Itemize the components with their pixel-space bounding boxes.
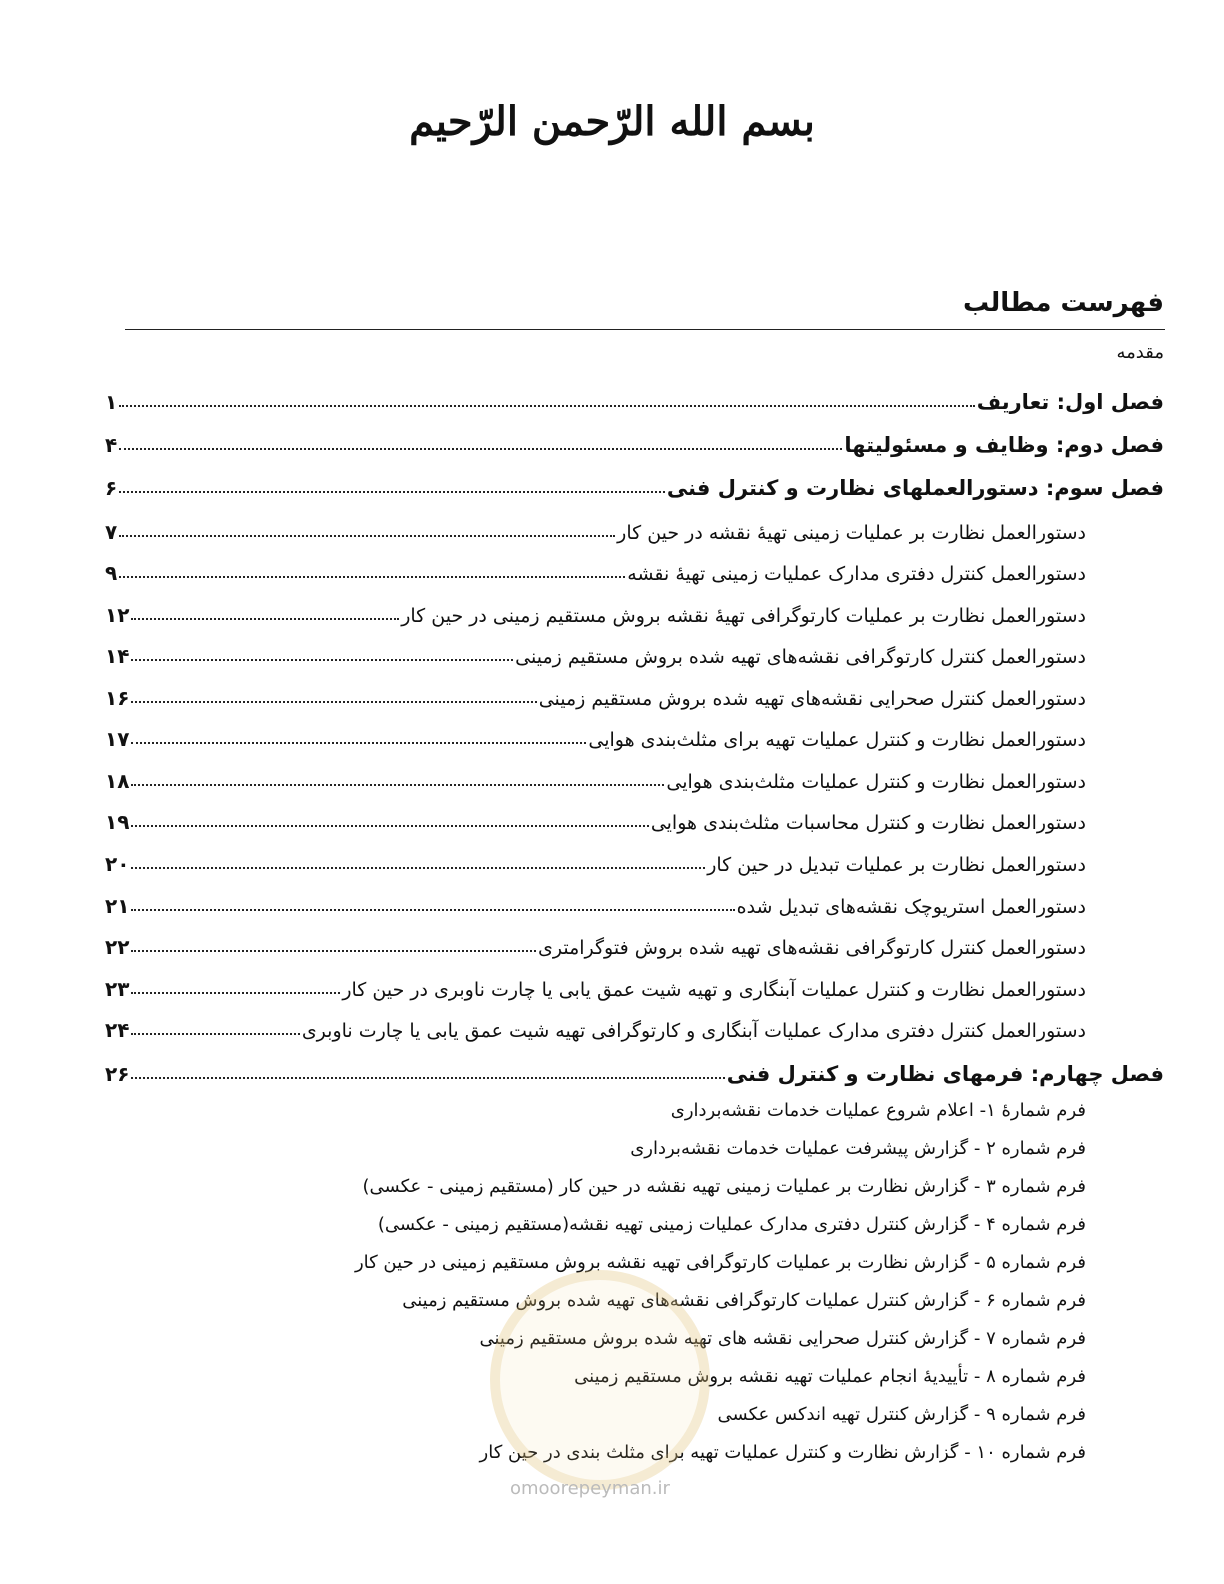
leader-dots bbox=[131, 701, 536, 703]
page-number: ۲۲ bbox=[105, 935, 130, 959]
toc-chapter-1[interactable] bbox=[105, 380, 1164, 414]
subitem-label: دستورالعمل نظارت بر عملیات تبدیل در حین کار bbox=[707, 854, 1086, 876]
form-list-item: فرم شماره ۱۰ - گزارش نظارت و کنترل عملیات تهیه برای مثلث بندی در حین کار bbox=[479, 1442, 1086, 1463]
form-list-item: فرم شماره ۳ - گزارش نظارت بر عملیات زمینی تهیه نقشه در حین کار (مستقیم زمینی - عکسی) bbox=[362, 1176, 1086, 1197]
toc-subitem[interactable] bbox=[105, 676, 1086, 710]
page-number: ۹ bbox=[105, 561, 118, 585]
form-list-item: فرم شماره ۶ - گزارش کنترل عملیات کارتوگرافی نقشه‌های تهیه شده بروش مستقیم زمینی bbox=[402, 1290, 1086, 1311]
chapter-label: فصل سوم: دستورالعملهای نظارت و کنترل فنی bbox=[666, 476, 1164, 500]
form-list-item: فرم شماره ۹ - گزارش کنترل تهیه اندکس عکسی bbox=[717, 1404, 1086, 1425]
toc-subitem[interactable] bbox=[105, 634, 1086, 668]
toc-subitem[interactable] bbox=[105, 593, 1086, 627]
page-number: ۷ bbox=[105, 520, 118, 544]
page-number: ۲۶ bbox=[105, 1062, 130, 1086]
toc-intro: مقدمه bbox=[1116, 342, 1164, 363]
leader-dots bbox=[119, 535, 615, 537]
form-list-item: فرم شماره ۴ - گزارش کنترل دفتری مدارک عملیات زمینی تهیه نقشه(مستقیم زمینی - عکسی) bbox=[377, 1214, 1086, 1235]
form-list-item: فرم شمارهٔ ۱- اعلام شروع عملیات خدمات نقشه‌برداری bbox=[670, 1100, 1086, 1121]
page-number: ۱۴ bbox=[105, 644, 130, 668]
divider bbox=[125, 329, 1165, 330]
leader-dots bbox=[119, 491, 665, 493]
toc-chapter-2[interactable] bbox=[105, 423, 1164, 457]
toc-subitem[interactable] bbox=[105, 717, 1086, 751]
subitem-label: دستورالعمل نظارت و کنترل عملیات آبنگاری و تهیه شیت عمق یابی یا چارت ناوبری در حین کار bbox=[342, 979, 1086, 1001]
subitem-label: دستورالعمل کنترل صحرایی نقشه‌های تهیه شده بروش مستقیم زمینی bbox=[538, 688, 1086, 710]
form-list-item: فرم شماره ۸ - تأییدیهٔ انجام عملیات تهیه نقشه بروش مستقیم زمینی bbox=[574, 1366, 1086, 1387]
leader-dots bbox=[131, 618, 399, 620]
subitem-label: دستورالعمل نظارت و کنترل عملیات تهیه برای مثلث‌بندی هوایی bbox=[588, 729, 1086, 751]
leader-dots bbox=[131, 909, 734, 911]
leader-dots bbox=[119, 448, 842, 450]
page-number: ۱۸ bbox=[105, 769, 130, 793]
leader-dots bbox=[131, 825, 648, 827]
toc-header: فهرست مطالب bbox=[963, 288, 1164, 318]
toc-chapter-4[interactable] bbox=[105, 1052, 1164, 1086]
chapter-label: فصل دوم: وظایف و مسئولیتها bbox=[844, 433, 1164, 457]
leader-dots bbox=[131, 1077, 724, 1079]
toc-subitem[interactable] bbox=[105, 925, 1086, 959]
toc-subitem[interactable] bbox=[105, 551, 1086, 585]
subitem-label: دستورالعمل استریوچک نقشه‌های تبدیل شده bbox=[736, 896, 1086, 918]
page-number: ۱ bbox=[105, 390, 118, 414]
page-number: ۱۶ bbox=[105, 686, 130, 710]
toc-subitem[interactable] bbox=[105, 884, 1086, 918]
leader-dots bbox=[131, 992, 340, 994]
subitem-label: دستورالعمل کنترل کارتوگرافی نقشه‌های تهیه شده بروش فتوگرامتری bbox=[537, 937, 1086, 959]
toc-chapter-3[interactable] bbox=[105, 466, 1164, 500]
leader-dots bbox=[131, 950, 536, 952]
page-number: ۴ bbox=[105, 433, 118, 457]
leader-dots bbox=[131, 742, 586, 744]
subitem-label: دستورالعمل نظارت بر عملیات زمینی تهیهٔ نقشه در حین کار bbox=[617, 522, 1086, 544]
subitem-label: دستورالعمل کنترل دفتری مدارک عملیات آبنگاری و کارتوگرافی تهیه شیت عمق یابی یا چارت ناوبری bbox=[301, 1020, 1086, 1042]
leader-dots bbox=[131, 659, 513, 661]
page-number: ۲۰ bbox=[105, 852, 130, 876]
form-list-item: فرم شماره ۵ - گزارش نظارت بر عملیات کارتوگرافی تهیه نقشه بروش مستقیم زمینی در حین کار bbox=[354, 1252, 1086, 1273]
chapter-label: فصل اول: تعاریف bbox=[976, 390, 1164, 414]
watermark-logo bbox=[490, 1270, 710, 1490]
subitem-label: دستورالعمل نظارت و کنترل محاسبات مثلث‌بندی هوایی bbox=[650, 812, 1086, 834]
leader-dots bbox=[131, 867, 705, 869]
form-list-item: فرم شماره ۲ - گزارش پیشرفت عملیات خدمات نقشه‌برداری bbox=[630, 1138, 1086, 1159]
watermark-text: omoorepeyman.ir bbox=[510, 1478, 670, 1499]
page-number: ۱۹ bbox=[105, 810, 130, 834]
toc-subitem[interactable] bbox=[105, 1008, 1086, 1042]
toc-subitem[interactable] bbox=[105, 800, 1086, 834]
toc-subitem[interactable] bbox=[105, 842, 1086, 876]
page-number: ۱۷ bbox=[105, 727, 130, 751]
subitem-label: دستورالعمل نظارت بر عملیات کارتوگرافی تهیهٔ نقشه بروش مستقیم زمینی در حین کار bbox=[401, 605, 1086, 627]
leader-dots bbox=[131, 1033, 299, 1035]
subitem-label: دستورالعمل کنترل کارتوگرافی نقشه‌های تهیه شده بروش مستقیم زمینی bbox=[515, 646, 1086, 668]
leader-dots bbox=[119, 405, 974, 407]
page-number: ۲۳ bbox=[105, 977, 130, 1001]
page-number: ۶ bbox=[105, 476, 118, 500]
subitem-label: دستورالعمل کنترل دفتری مدارک عملیات زمینی تهیهٔ نقشه bbox=[627, 563, 1086, 585]
page-number: ۲۱ bbox=[105, 894, 130, 918]
page-title: بسم الله الرّحمن الرّحیم bbox=[409, 98, 815, 145]
toc-subitem[interactable] bbox=[105, 759, 1086, 793]
form-list-item: فرم شماره ۷ - گزارش کنترل صحرایی نقشه های تهیه شده بروش مستقیم زمینی bbox=[479, 1328, 1086, 1349]
page-number: ۱۲ bbox=[105, 603, 130, 627]
chapter-label: فصل چهارم: فرمهای نظارت و کنترل فنی bbox=[726, 1062, 1164, 1086]
toc-subitem[interactable] bbox=[105, 967, 1086, 1001]
subitem-label: دستورالعمل نظارت و کنترل عملیات مثلث‌بندی هوایی bbox=[666, 771, 1086, 793]
toc-subitem[interactable] bbox=[105, 510, 1086, 544]
leader-dots bbox=[131, 784, 664, 786]
page-number: ۲۴ bbox=[105, 1018, 130, 1042]
leader-dots bbox=[119, 576, 625, 578]
